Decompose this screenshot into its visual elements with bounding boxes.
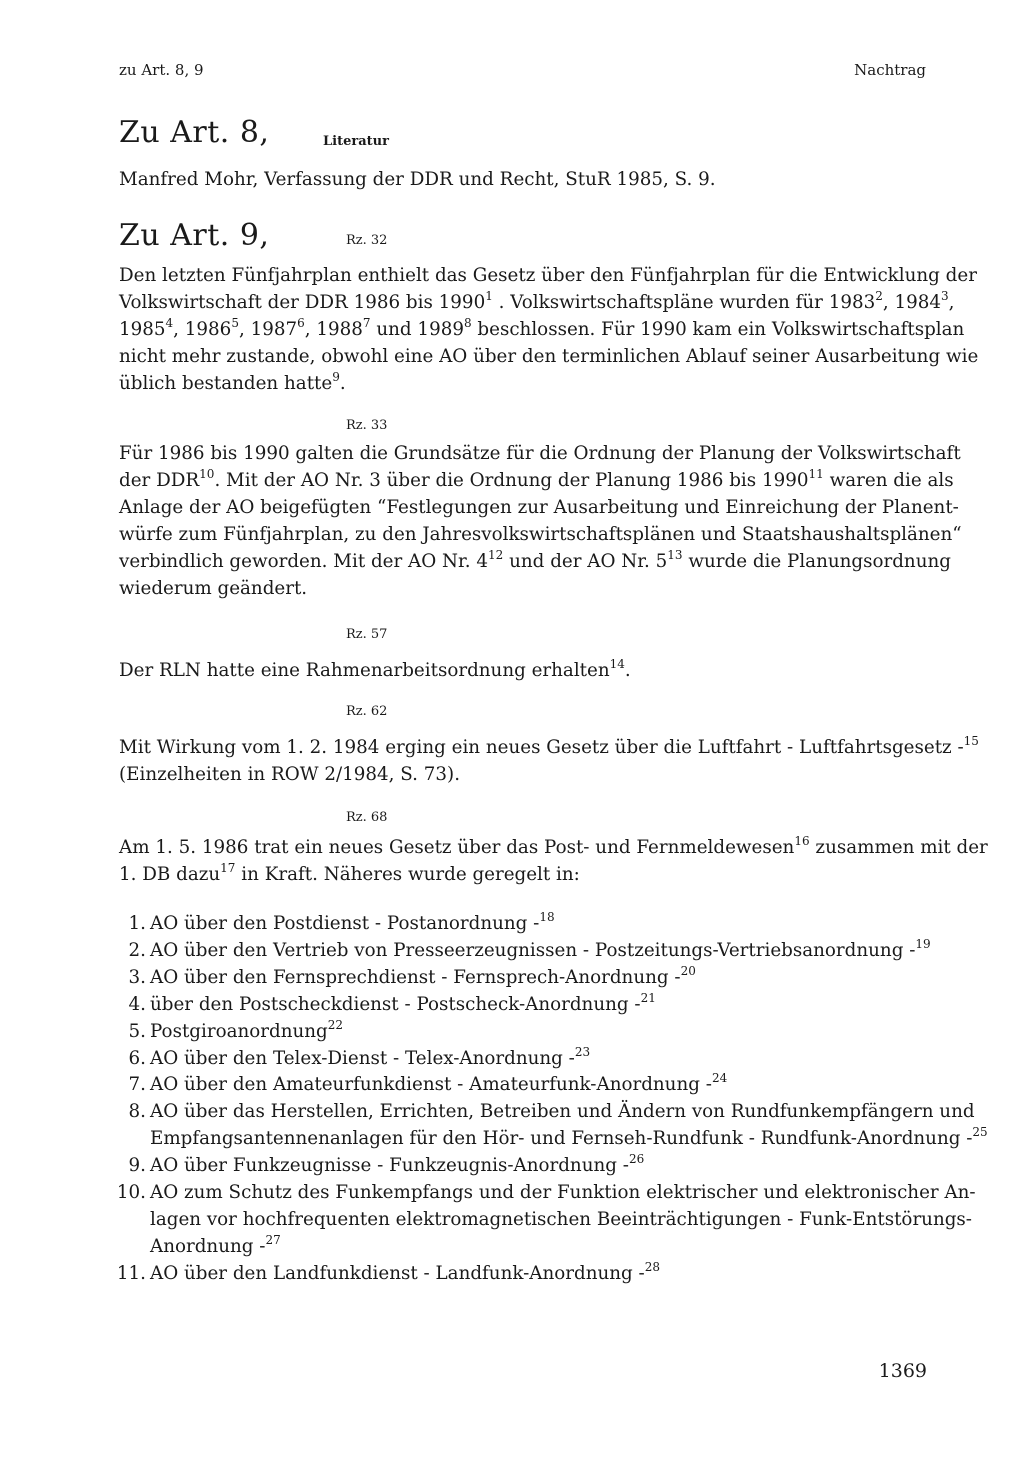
footnote-ref: 5	[231, 316, 239, 330]
footnote-ref: 20	[680, 963, 696, 978]
footnote-ref: 27	[265, 1232, 281, 1247]
footnote-ref: 1	[485, 289, 493, 303]
list-item: 3. AO über den Fernsprechdienst - Fernsprech-Anordnung -$^{20}$	[128, 963, 696, 988]
footnote-ref: 7	[362, 316, 371, 330]
page-number: 1369	[878, 1360, 927, 1382]
list-item: 5. Postgiroanordnung$^{22}$	[128, 1017, 344, 1042]
list-item: 6. AO über den Telex-Dienst - Telex-Anordnung -$^{23}$	[128, 1044, 591, 1069]
rz-62-label: Rz. 62	[346, 704, 388, 719]
rz-32-label: Rz. 32	[346, 233, 388, 248]
footnote-ref: 28	[644, 1259, 661, 1274]
footnote-ref: 12	[488, 548, 504, 562]
footnote-ref: 19	[915, 936, 931, 951]
rz-32-paragraph: Den letzten Fünfjahrplan enthielt das Gesetz über den Fünfjahrplan für die Entwicklung der Volkswirtschaft der DDR 1986 bis 1990$^1$ . Volkswirtschaftspläne wurden für 1983$^2$, 1984$^3$, 1985$^4$, 1986$^5$, 1987$^6$, 1988$^7$ und 1989$^8$ beschlossen. Für 1990 kam ein Volkswirtschaftsplan nicht mehr zustande, obwohl eine AO über den terminlichen Ablauf seiner Ausarbeitung wie üblich bestanden hatte$^9$.	[119, 265, 979, 394]
rz-57-paragraph: Der RLN hatte eine Rahmenarbeitsordnung erhalten$^{14}$.	[119, 657, 631, 681]
list-item: 9. AO über Funkzeugnisse - Funkzeugnis-Anordnung -$^{26}$	[128, 1152, 645, 1177]
list-item: 11. AO über den Landfunkdienst - Landfunk-Anordnung -$^{28}$	[116, 1259, 661, 1284]
footnote-ref: 8	[463, 316, 472, 330]
footnote-ref: 24	[711, 1071, 728, 1086]
rz-33-paragraph: Für 1986 bis 1990 galten die Grundsätze für die Ordnung der Planung der Volkswirtschaft der DDR$^{10}$. Mit der AO Nr. 3 über die Ordnung der Planung 1986 bis 1990$^{11}$ waren die als Anlage der AO beigefügten “Festlegungen zur Ausarbeitung und Einreichung der Planent- würfe zum Fünfjahrplan, zu den Jahresvolkswirtschaftsplänen und Staatshaushaltsplänen“ verbindlich geworden. Mit der AO Nr. $4^{12}$ und der AO Nr. $5^{13}$ wurde die Planungsordnung wiederum geändert.	[119, 443, 962, 599]
section-9-heading: Zu Art. 9,	[119, 218, 270, 253]
section-8-heading: Zu Art. 8,	[119, 115, 270, 150]
section-8-side-label: Literatur	[323, 134, 389, 149]
rz-62-paragraph: Mit Wirkung vom 1. 2. 1984 erging ein neues Gesetz über die Luftfahrt - Luftfahrtsgesetz -$^{15}$ (Einzelheiten in ROW 2/1984, S. 73).	[119, 734, 979, 785]
footnote-ref: 14	[609, 657, 625, 671]
footnote-ref: 18	[539, 910, 555, 924]
footnote-ref: 16	[794, 834, 810, 848]
footnote-ref: 21	[640, 990, 656, 1005]
footnote-ref: 25	[972, 1125, 988, 1140]
rz-33-label: Rz. 33	[346, 418, 388, 433]
footnote-ref: 15	[963, 734, 979, 748]
list-item: 7. AO über den Amateurfunkdienst - Amateurfunk-Anordnung -$^{24}$	[128, 1071, 728, 1096]
regulations-list	[116, 910, 988, 1288]
footnote-ref: 9	[332, 370, 340, 384]
footnote-ref: 26	[628, 1152, 645, 1167]
list-item: 4. über den Postscheckdienst - Postscheck-Anordnung -$^{21}$	[128, 990, 656, 1015]
section-8-text: Manfred Mohr, Verfassung der DDR und Recht, StuR 1985, S. 9.	[119, 169, 716, 190]
footnote-ref: 23	[574, 1044, 591, 1059]
rz-68-paragraph: Am 1. 5. 1986 trat ein neues Gesetz über das Post- und Fernmeldewesen$^{16}$ zusammen mit der 1. DB dazu$^{17}$ in Kraft. Näheres wurde geregelt in:	[119, 834, 988, 885]
footnote-ref: 11	[808, 467, 824, 481]
footnote-ref: 10	[199, 467, 215, 481]
running-header-right: Nachtrag	[854, 61, 926, 79]
footnote-ref: 17	[220, 861, 236, 875]
list-item: 1. AO über den Postdienst - Postanordnung -$^{18}$	[128, 910, 555, 934]
list-item: 8. AO über das Herstellen, Errichten, Betreiben und Ändern von Rundfunkempfängern und Empfangsantennenanlagen für den Hör- und Fernseh-Rundfunk - Rundfunk-Anordnung -$^{25}$	[128, 1101, 988, 1150]
list-item: 2. AO über den Vertrieb von Presseerzeugnissen - Postzeitungs-Vertriebsanordnung -$^{19}$	[128, 936, 931, 961]
footnote-ref: 3	[941, 289, 949, 303]
footnote-ref: 22	[327, 1017, 344, 1032]
rz-68-label: Rz. 68	[346, 810, 388, 825]
running-header-left: zu Art. 8, 9	[119, 61, 204, 79]
footnote-ref: 2	[875, 289, 883, 303]
rz-57-label: Rz. 57	[346, 627, 388, 642]
footnote-ref: 13	[667, 548, 683, 562]
footnote-ref: 6	[297, 316, 305, 330]
list-item: 10. AO zum Schutz des Funkempfangs und der Funktion elektrischer und elektronischer An- lagen vor hochfrequenten elektromagnetischen Beeinträchtigungen - Funk-Entstörungs- Anordnung -$^{27}$	[116, 1182, 976, 1257]
footnote-ref: 4	[165, 316, 174, 330]
